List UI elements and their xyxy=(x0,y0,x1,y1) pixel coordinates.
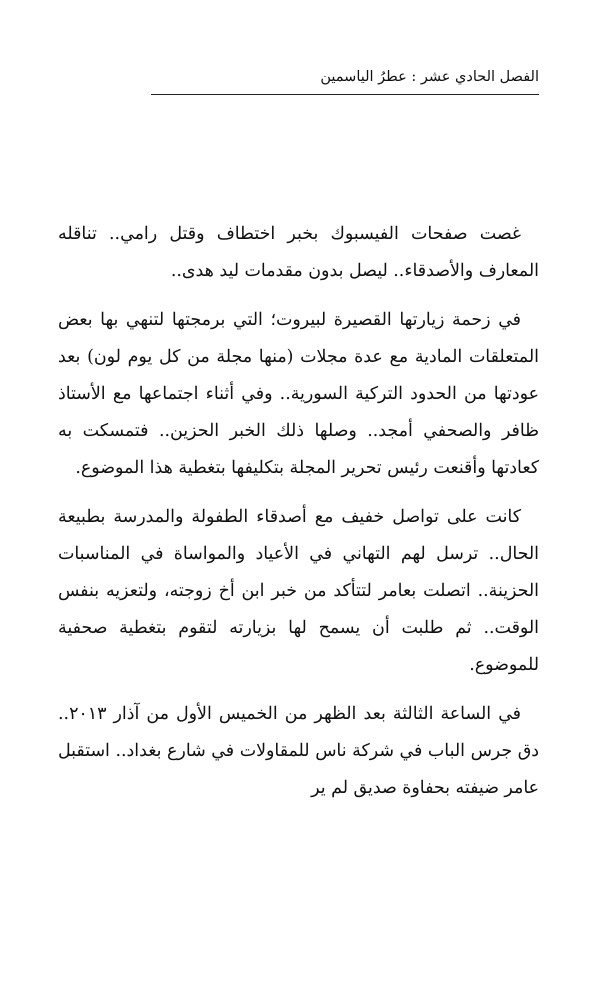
body-text xyxy=(58,216,539,819)
paragraph-4: في الساعة الثالثة بعد الظهر من الخميس الأول من آذار ٢٠١٣.. دق جرس الباب في شركة ناس للمقاولات في شارع بغداد.. استقبل عامر ضيفته بحفاوة صديق لم ير xyxy=(58,704,539,798)
paragraph-1: غصت صفحات الفيسبوك بخبر اختطاف وقتل رامي.. تناقله المعارف والأصدقاء.. ليصل بدون مقدمات ليد هدى.. xyxy=(58,224,539,281)
paragraph-3: كانت على تواصل خفيف مع أصدقاء الطفولة والمدرسة بطبيعة الحال.. ترسل لهم التهاني في الأعياد والمواساة في المناسبات الحزينة.. اتصلت بعامر لتتأكد من خبر ابن أخ زوجته، ولتعزيه بنفس الوقت.. ثم طلبت أن يسمح لها بزيارته لتقوم بتغطية صحفية للموضوع. xyxy=(58,507,539,675)
paragraph-2: في زحمة زيارتها القصيرة لبيروت؛ التي برمجتها لتنهي بها بعض المتعلقات المادية مع عدة مجلات (منها مجلة من كل يوم لون) بعد عودتها من الحدود التركية السورية.. وفي أثناء اجتماعها مع الأستاذ ظافر والصحفي أمجد.. وصلها ذلك الخبر الحزين.. فتمسكت به كعادتها وأقنعت رئيس تحرير المجلة بتكليفها بتغطية هذا الموضوع. xyxy=(58,310,539,478)
running-header: الفصل الحادي عشر : عطرُ الياسمين xyxy=(151,62,539,95)
